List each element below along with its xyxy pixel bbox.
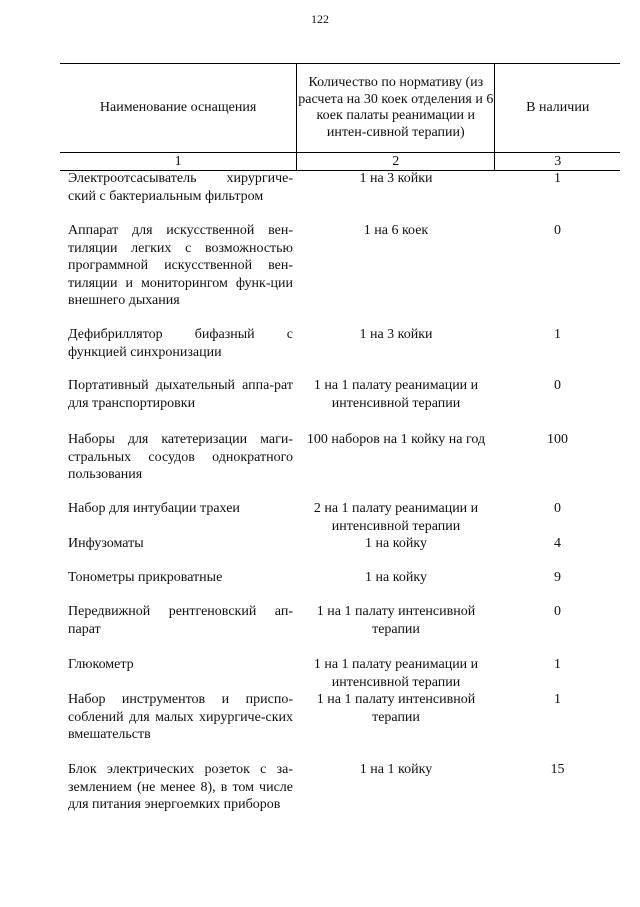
equipment-name: Набор инструментов и приспо-соблений для малых хирургиче-ских вмешательств (68, 692, 293, 742)
available-count: 4 (554, 536, 561, 551)
column-numbers-row (60, 153, 620, 171)
available-count: 15 (550, 762, 565, 777)
quantity-norm: 2 на 1 палату реанимации и интенсивной терапии (313, 501, 479, 534)
available-count: 1 (554, 692, 561, 707)
equipment-name: Инфузоматы (68, 536, 144, 551)
equipment-name: Блок электрических розеток с за-землением (не менее 8), в том числе для питания энергоемких приборов (68, 762, 293, 812)
quantity-norm: 1 на койку (365, 570, 427, 585)
table-row (60, 170, 620, 205)
table-row (60, 761, 620, 814)
column-number: 2 (296, 153, 494, 170)
available-count: 0 (554, 501, 561, 516)
table-row (60, 691, 620, 744)
equipment-name: Тонометры прикроватные (68, 570, 223, 585)
available-count: 100 (547, 432, 568, 447)
column-number: 3 (494, 153, 620, 170)
equipment-name: Аппарат для искусственной вен-тиляции легких с возможностью программной искусственной вен-тиляции и мониторингом функ-ции внешнего дыхания (68, 223, 293, 308)
quantity-norm: 1 на 1 палату интенсивной терапии (316, 692, 476, 725)
table-row (60, 431, 620, 484)
available-count: 9 (554, 570, 561, 585)
equipment-name: Портативный дыхательный аппа-рат для транспортировки (68, 378, 293, 411)
table-row (60, 500, 620, 535)
quantity-norm: 1 на 1 палату реанимации и интенсивной терапии (313, 378, 479, 411)
equipment-name: Глюкометр (68, 657, 134, 672)
header-quantity-norm: Количество по нормативу (из расчета на 30 коек отделения и 6 коек палаты реанимации и интен-сивной терапии) (296, 64, 494, 152)
available-count: 1 (554, 657, 561, 672)
equipment-name: Электроотсасыватель хирургиче-ский с бактериальным фильтром (68, 171, 293, 204)
quantity-norm: 100 наборов на 1 койку на год (306, 432, 486, 447)
equipment-name: Передвижной рентгеновский ап-парат (68, 604, 293, 637)
equipment-name: Дефибриллятор бифазный с функцией синхронизации (68, 327, 293, 360)
column-number: 1 (174, 154, 182, 169)
table-header (60, 63, 620, 153)
available-count: 1 (554, 171, 561, 186)
table-row (60, 377, 620, 412)
available-count: 0 (554, 604, 561, 619)
quantity-norm: 1 на 1 палату реанимации и интенсивной терапии (313, 657, 479, 690)
quantity-norm: 1 на 1 палату интенсивной терапии (316, 604, 476, 637)
quantity-norm: 1 на 3 койки (359, 171, 433, 186)
header-equipment-name: Наименование оснащения (99, 99, 257, 115)
page-number: 122 (311, 12, 329, 26)
available-count: 1 (554, 327, 561, 342)
quantity-norm: 1 на койку (365, 536, 427, 551)
equipment-name: Набор для интубации трахеи (68, 501, 240, 516)
available-count: 0 (554, 223, 561, 238)
table-row (60, 656, 620, 691)
quantity-norm: 1 на 6 коек (363, 223, 429, 238)
equipment-table (60, 63, 620, 812)
table-row (60, 603, 620, 638)
header-available: В наличии (494, 64, 620, 152)
table-row (60, 569, 620, 587)
table-row (60, 535, 620, 553)
table-row (60, 222, 620, 310)
table-row (60, 326, 620, 361)
quantity-norm: 1 на 1 койку (359, 762, 433, 777)
available-count: 0 (554, 378, 561, 393)
equipment-name: Наборы для катетеризации маги-стральных сосудов однократного пользования (68, 432, 293, 482)
quantity-norm: 1 на 3 койки (359, 327, 433, 342)
